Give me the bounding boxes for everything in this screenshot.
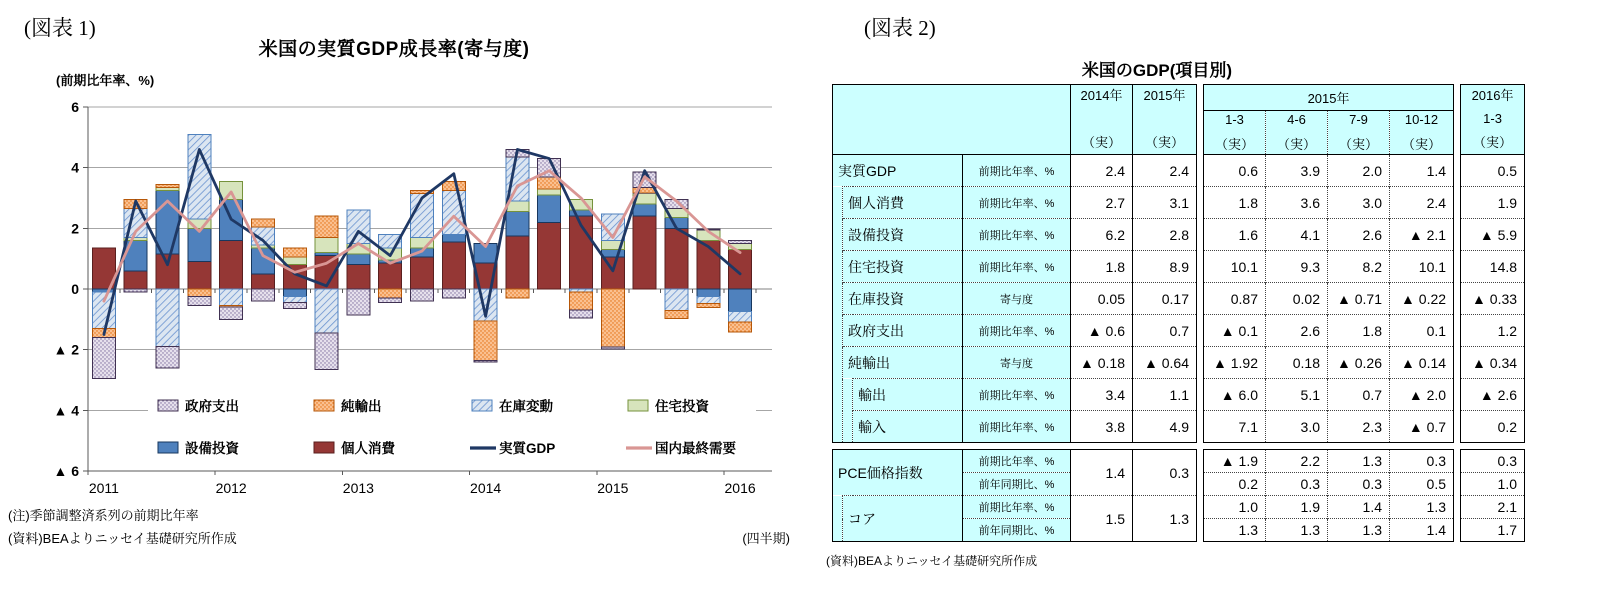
value-q2: 0.3 (1266, 473, 1328, 496)
y-tick-label: ▲ 6 (53, 462, 79, 479)
y-tick-label: 2 (71, 220, 79, 237)
table-gap-spacer (1197, 187, 1204, 219)
table-gap-spacer (1454, 219, 1461, 251)
value-q4: 2.4 (1390, 187, 1454, 219)
row-unit: 前期比年率、% (963, 450, 1071, 473)
legend-label: 設備投資 (185, 441, 239, 456)
table-gap-spacer (1197, 283, 1204, 315)
figure2-tag: (図表 2) (864, 16, 936, 40)
value-q3: 1.8 (1328, 315, 1390, 347)
table-gap-spacer (1454, 496, 1461, 542)
value-q4: ▲ 0.7 (1390, 411, 1454, 443)
value-q4: 1.3 (1390, 496, 1454, 519)
value-q3: 1.4 (1328, 496, 1390, 519)
table-gap-spacer (1197, 411, 1204, 443)
gdp-contribution-chart (0, 90, 812, 505)
bar-segment-government (124, 289, 147, 292)
bar-segment-government (188, 297, 211, 306)
bar-segment-housing (315, 237, 338, 252)
bar-segment-consumption (601, 257, 624, 289)
value-q1: 0.6 (1204, 155, 1266, 187)
bar-segment-government (92, 338, 115, 379)
legend-label: 個人消費 (341, 441, 395, 456)
value-q1: ▲ 1.9 (1204, 450, 1266, 473)
value-2016q1: 1.9 (1461, 187, 1525, 219)
y-tick-label: 6 (71, 99, 79, 116)
legend-label: 住宅投資 (655, 399, 709, 414)
bar-segment-netexports (188, 289, 211, 297)
indent-strip (833, 219, 843, 251)
value-q4: ▲ 2.0 (1390, 379, 1454, 411)
row-label: 輸出 (853, 379, 963, 411)
table-gap-spacer (1197, 347, 1204, 379)
bar-segment-inventory (283, 297, 306, 303)
x-year-label: 2012 (215, 480, 247, 496)
bar-segment-consumption (729, 250, 752, 289)
bar-segment-government (442, 289, 465, 298)
table-gap-spacer (1454, 155, 1461, 187)
bar-segment-consumption (220, 240, 243, 289)
bar-segment-consumption (538, 222, 561, 289)
table-gap-spacer (1454, 187, 1461, 219)
legend-swatch-inventory (472, 400, 492, 411)
bar-segment-consumption (251, 274, 274, 289)
value-q2: 0.18 (1266, 347, 1328, 379)
row-label: コア (843, 496, 963, 542)
x-year-label: 2015 (597, 480, 629, 496)
value-2014: 2.7 (1071, 187, 1133, 219)
bar-segment-inventory (729, 312, 752, 322)
table-gap-spacer (1454, 379, 1461, 411)
bar-segment-capex (506, 212, 529, 236)
x-year-label: 2014 (470, 480, 502, 496)
value-q3: 1.3 (1328, 450, 1390, 473)
bar-segment-netexports (379, 289, 402, 298)
value-2016q1: ▲ 0.34 (1461, 347, 1525, 379)
bar-segment-government (220, 307, 243, 319)
bar-segment-netexports (697, 303, 720, 307)
value-2014: 2.4 (1071, 155, 1133, 187)
indent-strip (833, 251, 843, 283)
value-2016q1: 0.5 (1461, 155, 1525, 187)
row-unit: 前期比年率、% (963, 187, 1071, 219)
table-gap-spacer (1197, 496, 1204, 542)
x-year-label: 2016 (724, 480, 756, 496)
value-2015: 4.9 (1133, 411, 1197, 443)
row-unit: 寄与度 (963, 347, 1071, 379)
value-q2: 3.0 (1266, 411, 1328, 443)
table-gap-spacer (1197, 315, 1204, 347)
value-2016q1: 1.2 (1461, 315, 1525, 347)
legend-label: 実質GDP (499, 441, 556, 456)
bar-segment-capex (697, 289, 720, 297)
table-title: 米国のGDP(項目別) (1081, 61, 1233, 80)
value-2016q1: 0.3 (1461, 450, 1525, 473)
row-label: 設備投資 (843, 219, 963, 251)
figure2-panel (820, 0, 1600, 603)
indent-strip (843, 379, 853, 411)
legend-swatch-capex (158, 442, 178, 453)
value-2016q1: 2.1 (1461, 496, 1525, 519)
bar-segment-netexports (729, 322, 752, 332)
col-header-2014: 2014年 （実） (1071, 85, 1133, 155)
value-q2: 2.6 (1266, 315, 1328, 347)
value-q1: 7.1 (1204, 411, 1266, 443)
table-gap-spacer (1197, 379, 1204, 411)
bar-segment-consumption (347, 265, 370, 289)
row-label: 在庫投資 (843, 283, 963, 315)
gdp-table-wrapper (832, 84, 1532, 542)
table-gap-spacer (1454, 251, 1461, 283)
value-q1: ▲ 1.92 (1204, 347, 1266, 379)
bar-segment-netexports (442, 181, 465, 190)
bar-segment-netexports (315, 216, 338, 237)
bar-segment-netexports (506, 289, 529, 298)
bar-segment-capex (538, 195, 561, 222)
value-2015: 8.9 (1133, 251, 1197, 283)
chart-note: (注)季節調整済系列の前期比年率 (8, 508, 199, 523)
value-2016q1: ▲ 0.33 (1461, 283, 1525, 315)
chart-yaxis-unit-label: (前期比年率、%) (56, 73, 155, 88)
bar-segment-capex (601, 250, 624, 258)
value-q4: ▲ 0.22 (1390, 283, 1454, 315)
value-q4: 0.1 (1390, 315, 1454, 347)
legend-swatch-consumption (314, 442, 334, 453)
y-tick-label: ▲ 4 (53, 402, 79, 419)
bar-segment-government (411, 289, 434, 301)
value-q3: ▲ 0.71 (1328, 283, 1390, 315)
value-q1: 10.1 (1204, 251, 1266, 283)
value-q3: 0.3 (1328, 473, 1390, 496)
value-q1: 0.2 (1204, 473, 1266, 496)
table-gap-spacer (1197, 219, 1204, 251)
bar-segment-inventory (156, 289, 179, 347)
value-q2: 1.3 (1266, 519, 1328, 542)
legend-label: 国内最終需要 (655, 441, 736, 456)
table-gap-spacer (1197, 155, 1204, 187)
bar-segment-netexports (251, 219, 274, 227)
row-unit: 前期比年率、% (963, 251, 1071, 283)
indent-strip (843, 411, 853, 443)
col-header-quarter: 7-9 （実） (1328, 111, 1390, 155)
bar-segment-consumption (379, 263, 402, 289)
value-q1: 0.87 (1204, 283, 1266, 315)
col-header-quarter: 4-6 （実） (1266, 111, 1328, 155)
indent-strip (833, 347, 843, 379)
figure1-tag: (図表 1) (24, 16, 96, 40)
bar-segment-inventory (697, 297, 720, 304)
value-q3: 3.0 (1328, 187, 1390, 219)
bar-segment-capex (283, 289, 306, 297)
col-header-2015-quarterly: 2015年 (1204, 85, 1454, 111)
bar-segment-capex (633, 204, 656, 216)
row-label: 個人消費 (843, 187, 963, 219)
value-q4: 10.1 (1390, 251, 1454, 283)
value-q2: 4.1 (1266, 219, 1328, 251)
value-2014: 6.2 (1071, 219, 1133, 251)
value-2016q1: 1.0 (1461, 473, 1525, 496)
value-q3: 2.3 (1328, 411, 1390, 443)
value-2016q1: 0.2 (1461, 411, 1525, 443)
indent-strip (833, 379, 843, 411)
legend-label: 政府支出 (185, 399, 239, 414)
value-q2: 2.2 (1266, 450, 1328, 473)
bar-segment-housing (538, 189, 561, 195)
bar-segment-government (251, 289, 274, 301)
bar-segment-government (601, 347, 624, 349)
table-gap-spacer (1454, 283, 1461, 315)
table-gap-spacer (1197, 85, 1204, 155)
bar-segment-consumption (188, 262, 211, 289)
bar-segment-netexports (474, 321, 497, 360)
value-2015: 1.3 (1133, 496, 1197, 542)
value-2014: ▲ 0.18 (1071, 347, 1133, 379)
value-q3: 0.7 (1328, 379, 1390, 411)
row-unit: 前年同期比、% (963, 473, 1071, 496)
value-2016q1: ▲ 2.6 (1461, 379, 1525, 411)
bar-segment-consumption (442, 242, 465, 289)
value-2015: 1.1 (1133, 379, 1197, 411)
value-2016q1: 1.7 (1461, 519, 1525, 542)
value-q1: 1.6 (1204, 219, 1266, 251)
chart-source: (資料)BEAよりニッセイ基礎研究所作成 (8, 531, 237, 546)
row-unit: 前期比年率、% (963, 411, 1071, 443)
bar-segment-housing (220, 181, 243, 199)
x-year-label: 2011 (88, 480, 119, 496)
y-tick-label: ▲ 2 (53, 341, 79, 358)
bar-segment-netexports (156, 184, 179, 187)
y-tick-label: 4 (71, 159, 79, 176)
table-corner-cell (833, 85, 1071, 155)
table-source: (資料)BEAよりニッセイ基礎研究所作成 (826, 554, 1038, 568)
value-q4: 1.4 (1390, 519, 1454, 542)
value-2015: 2.4 (1133, 155, 1197, 187)
value-2014: 3.4 (1071, 379, 1133, 411)
bar-segment-government (570, 310, 593, 318)
bar-segment-government (156, 347, 179, 368)
value-q3: 2.6 (1328, 219, 1390, 251)
row-label: 実質GDP (833, 155, 963, 187)
indent-strip (833, 187, 843, 219)
chart-title: 米国の実質GDP成長率(寄与度) (258, 39, 530, 60)
table-gap-spacer (1454, 315, 1461, 347)
value-2015: 3.1 (1133, 187, 1197, 219)
bar-segment-government (379, 298, 402, 303)
value-2014: 0.05 (1071, 283, 1133, 315)
value-q3: 2.0 (1328, 155, 1390, 187)
row-unit: 前期比年率、% (963, 496, 1071, 519)
bar-segment-government (474, 360, 497, 362)
row-label: 純輸出 (843, 347, 963, 379)
table-gap-spacer (1454, 450, 1461, 496)
bar-segment-consumption (411, 257, 434, 289)
bar-segment-consumption (633, 216, 656, 289)
bar-segment-netexports (570, 292, 593, 310)
value-q1: 1.0 (1204, 496, 1266, 519)
legend-swatch-netexports (314, 400, 334, 411)
bar-segment-consumption (124, 271, 147, 289)
value-2015: 0.7 (1133, 315, 1197, 347)
value-2015: ▲ 0.64 (1133, 347, 1197, 379)
row-unit: 前期比年率、% (963, 379, 1071, 411)
bar-segment-capex (124, 240, 147, 270)
col-header-quarter: 10-12 （実） (1390, 111, 1454, 155)
value-q3: ▲ 0.26 (1328, 347, 1390, 379)
value-q4: 1.4 (1390, 155, 1454, 187)
value-q2: 3.6 (1266, 187, 1328, 219)
bar-segment-netexports (283, 248, 306, 257)
value-q1: ▲ 6.0 (1204, 379, 1266, 411)
pce-price-table (832, 449, 1525, 542)
value-q2: 3.9 (1266, 155, 1328, 187)
bar-segment-capex (442, 234, 465, 242)
bar-segment-netexports (601, 289, 624, 347)
table-gap-spacer (1454, 347, 1461, 379)
legend-swatch-government (158, 400, 178, 411)
value-q2: 0.02 (1266, 283, 1328, 315)
value-2014: 1.8 (1071, 251, 1133, 283)
bar-segment-inventory (665, 289, 688, 311)
bar-segment-government (283, 303, 306, 309)
row-label: 住宅投資 (843, 251, 963, 283)
table-gap-spacer (1454, 411, 1461, 443)
indent-strip (833, 411, 843, 443)
bar-segment-inventory (315, 289, 338, 333)
row-unit: 前期比年率、% (963, 315, 1071, 347)
x-year-label: 2013 (342, 480, 374, 496)
value-2015: 2.8 (1133, 219, 1197, 251)
legend-swatch-housing (628, 400, 648, 411)
y-tick-label: 0 (71, 281, 79, 297)
value-2014: 1.4 (1071, 450, 1133, 496)
row-unit: 前期比年率、% (963, 219, 1071, 251)
value-q2: 9.3 (1266, 251, 1328, 283)
bar-segment-capex (347, 254, 370, 265)
value-q3: 8.2 (1328, 251, 1390, 283)
row-unit: 寄与度 (963, 283, 1071, 315)
chart-frequency-note: (四半期) (742, 531, 790, 546)
table-gap-spacer (1197, 251, 1204, 283)
value-2016q1: 14.8 (1461, 251, 1525, 283)
indent-strip (833, 315, 843, 347)
bar-segment-netexports (665, 311, 688, 319)
value-2015: 0.17 (1133, 283, 1197, 315)
indent-strip (833, 283, 843, 315)
col-header-quarter: 1-3 （実） (1204, 111, 1266, 155)
col-header-2016: 2016年 1-3 （実） (1461, 85, 1525, 155)
bar-segment-government (347, 289, 370, 315)
bar-segment-capex (188, 228, 211, 261)
bar-segment-inventory (220, 289, 243, 306)
value-q1: 1.3 (1204, 519, 1266, 542)
gdp-main-table (832, 84, 1525, 443)
value-q4: ▲ 2.1 (1390, 219, 1454, 251)
bar-segment-government (315, 333, 338, 369)
legend-label: 在庫変動 (499, 399, 553, 414)
bar-segment-government (729, 240, 752, 243)
value-q2: 5.1 (1266, 379, 1328, 411)
row-label: 輸入 (853, 411, 963, 443)
table-gap-spacer (1197, 450, 1204, 496)
row-unit: 前年同期比、% (963, 519, 1071, 542)
value-2016q1: ▲ 5.9 (1461, 219, 1525, 251)
table-gap-spacer (1454, 85, 1461, 155)
bar-segment-consumption (665, 228, 688, 289)
value-q3: 1.3 (1328, 519, 1390, 542)
indent-strip (833, 496, 843, 542)
bar-segment-consumption (156, 254, 179, 289)
row-label: 政府支出 (843, 315, 963, 347)
bar-segment-capex (729, 289, 752, 312)
value-q4: ▲ 0.14 (1390, 347, 1454, 379)
value-q4: 0.5 (1390, 473, 1454, 496)
value-2014: 1.5 (1071, 496, 1133, 542)
value-q1: 1.8 (1204, 187, 1266, 219)
value-q2: 1.9 (1266, 496, 1328, 519)
value-q4: 0.3 (1390, 450, 1454, 473)
value-2015: 0.3 (1133, 450, 1197, 496)
col-header-2015: 2015年 （実） (1133, 85, 1197, 155)
legend-label: 純輸出 (341, 399, 382, 414)
row-label: PCE価格指数 (833, 450, 963, 496)
value-q1: ▲ 0.1 (1204, 315, 1266, 347)
value-2014: 3.8 (1071, 411, 1133, 443)
row-unit: 前期比年率、% (963, 155, 1071, 187)
value-2014: ▲ 0.6 (1071, 315, 1133, 347)
bar-segment-consumption (506, 236, 529, 289)
